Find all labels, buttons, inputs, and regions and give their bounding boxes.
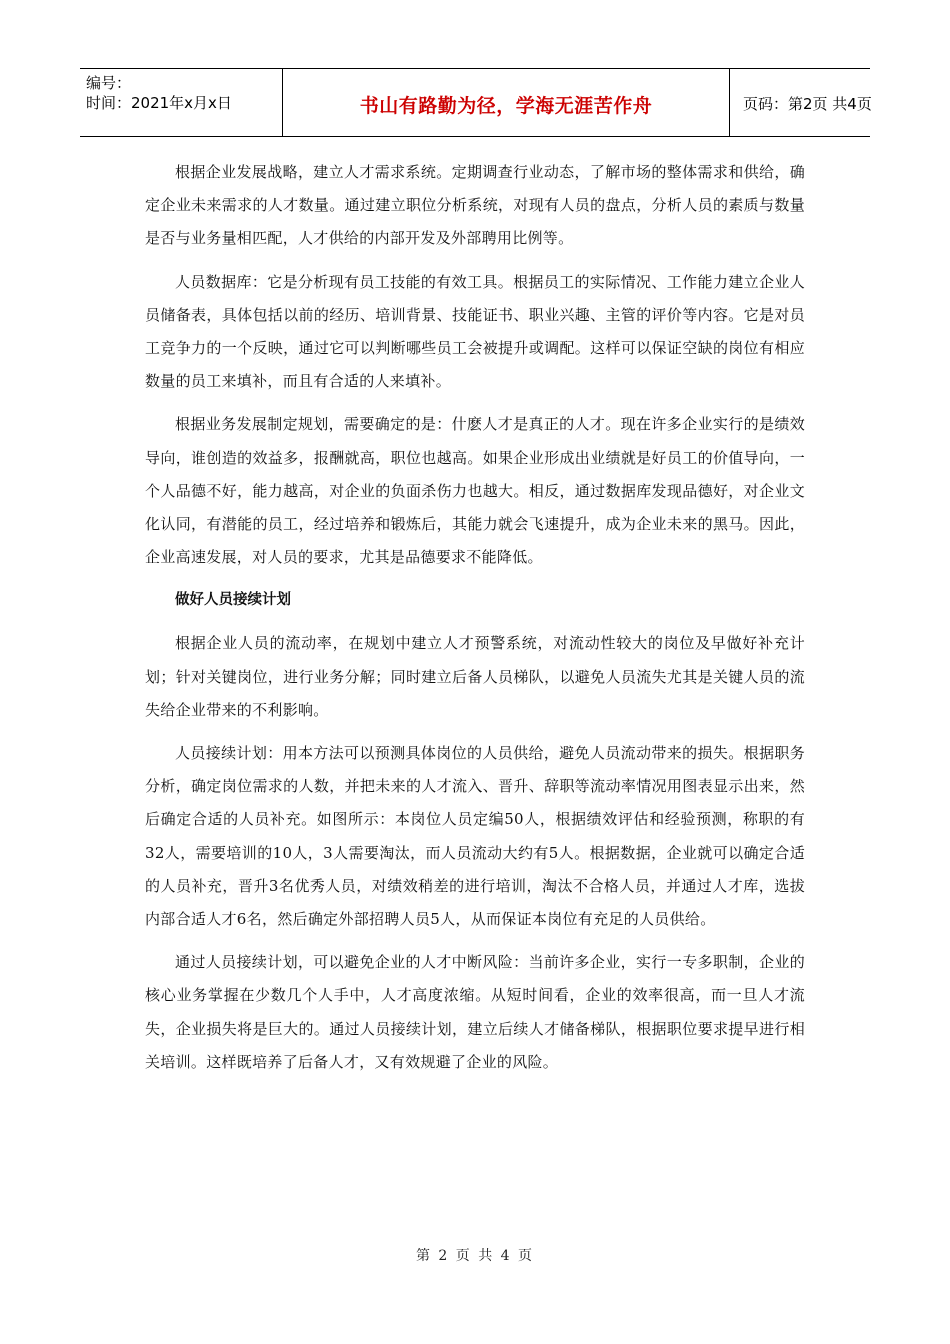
paragraph: 通过人员接续计划，可以避免企业的人才中断风险：当前许多企业，实行一专多职制，企业的核心业务掌握在少数几个人手中，人才高度浓缩。从短时间看，企业的效率很高，而一旦人才流失，企业损失将是巨大的。通过人员接续计划，建立后续人才储备梯队，根据职位要求提早进行相关培训。这样既培养了后备人才，又有效规避了企业的风险。	[145, 953, 805, 1071]
document-number-label: 编号：	[86, 74, 132, 92]
document-date-label: 时间：2021年x月x日	[86, 94, 232, 112]
paragraph: 人员接续计划：用本方法可以预测具体岗位的人员供给，避免人员流动带来的损失。根据职务分析，确定岗位需求的人数，并把未来的人才流入、晋升、辞职等流动率情况用图表显示出来，然后确定合适的人员补充。如图所示：本岗位人员定编50人，根据绩效评估和经验预测，称职的有32人，需要培训的10人，3人需要淘汰，而人员流动大约有5人。根据数据，企业就可以确定合适的人员补充，晋升3名优秀人员，对绩效稍差的进行培训，淘汰不合格人员，并通过人才库，选拔内部合适人才6名，然后确定外部招聘人员5人，从而保证本岗位有充足的人员供给。	[145, 744, 805, 929]
header-motto: 书山有路勤为径，学海无涯苦作舟	[359, 95, 653, 117]
document-body	[145, 156, 805, 1089]
section-heading: 做好人员接续计划	[175, 592, 291, 609]
paragraph: 根据业务发展制定规划，需要确定的是：什麽人才是真正的人才。现在许多企业实行的是绩效导向，谁创造的效益多，报酬就高，职位也越高。如果企业形成出业绩就是好员工的价值导向，一个人品德不好，能力越高，对企业的负面杀伤力也越大。相反，通过数据库发现品德好，对企业文化认同，有潜能的员工，经过培养和锻炼后，其能力就会飞速提升，成为企业未来的黑马。因此，企业高速发展，对人员的要求，尤其是品德要求不能降低。	[145, 415, 805, 567]
header-page-cell	[731, 69, 870, 136]
page-header	[80, 68, 870, 137]
header-page-number: 页码：第2页 共4页	[743, 95, 872, 113]
page-footer: 第 2 页 共 4 页	[415, 1248, 535, 1264]
header-motto-cell	[283, 69, 730, 136]
header-meta-cell	[80, 69, 283, 136]
paragraph: 人员数据库：它是分析现有员工技能的有效工具。根据员工的实际情况、工作能力建立企业人员储备表，具体包括以前的经历、培训背景、技能证书、职业兴趣、主管的评价等内容。它是对员工竞争力的一个反映，通过它可以判断哪些员工会被提升或调配。这样可以保证空缺的岗位有相应数量的员工来填补，而且有合适的人来填补。	[145, 272, 805, 391]
paragraph: 根据企业人员的流动率，在规划中建立人才预警系统，对流动性较大的岗位及早做好补充计划；针对关键岗位，进行业务分解；同时建立后备人员梯队，以避免人员流失尤其是关键人员的流失给企业带来的不利影响。	[145, 634, 805, 719]
paragraph: 根据企业发展战略，建立人才需求系统。定期调查行业动态，了解市场的整体需求和供给，确定企业未来需求的人才数量。通过建立职位分析系统，对现有人员的盘点，分析人员的素质与数量是否与业务量相匹配，人才供给的内部开发及外部聘用比例等。	[145, 163, 805, 248]
